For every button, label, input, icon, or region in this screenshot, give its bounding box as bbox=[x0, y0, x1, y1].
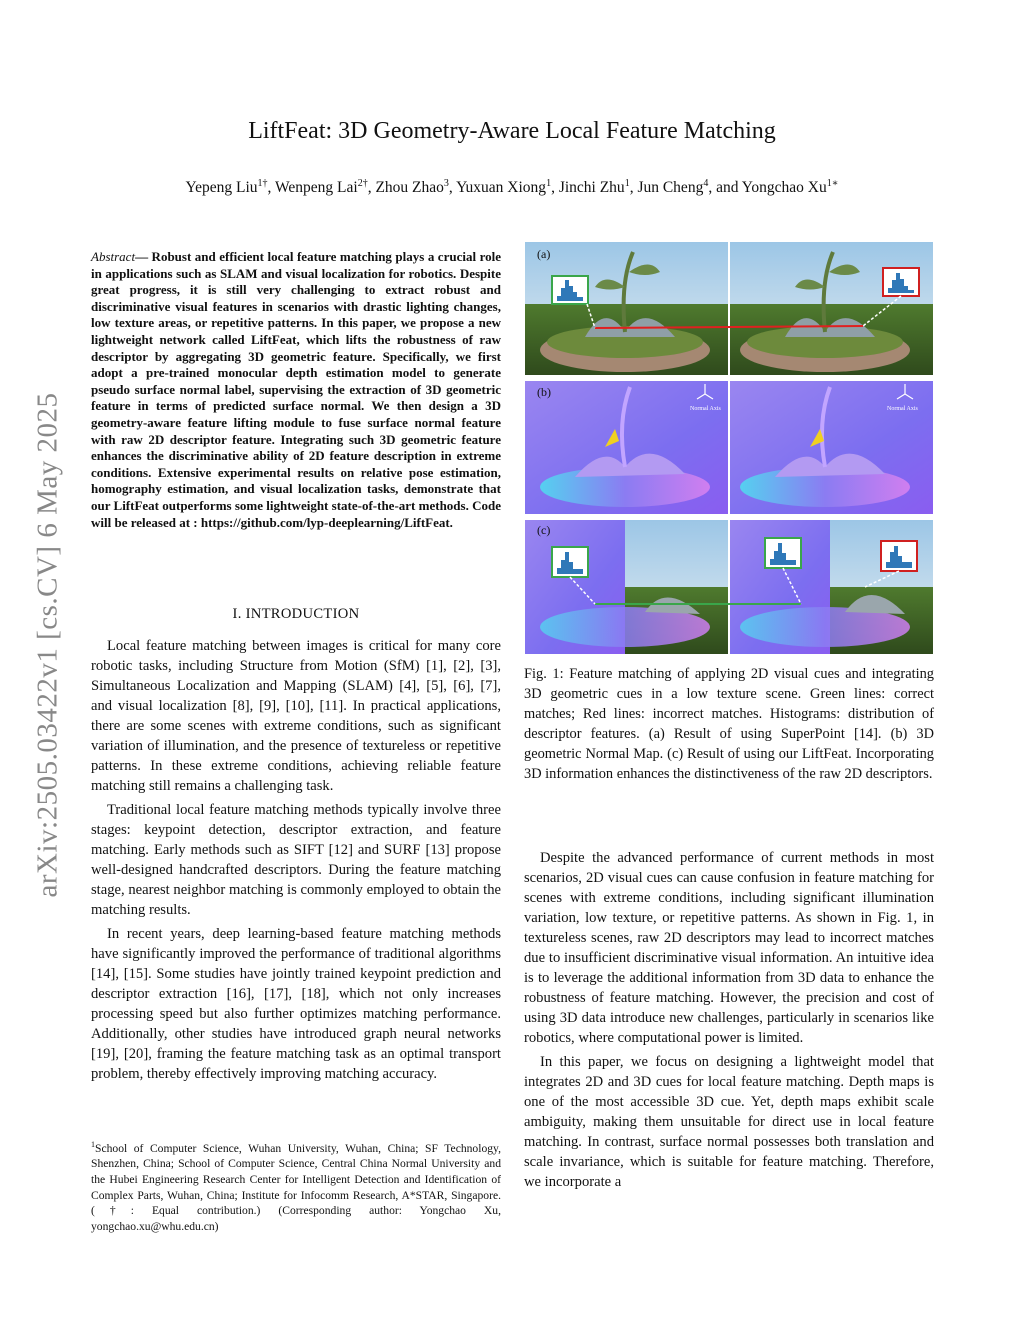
intro-right-column bbox=[524, 848, 934, 1196]
paragraph: Traditional local feature matching methods typically involve three stages: keypoint detection, descriptor extraction, and feature matching. Early methods such as SIFT [12] and SURF [13] propose well-designed handcrafted descriptors. During the feature matching stage, nearest neighbor matching is commonly employed to obtain the matching results. bbox=[91, 802, 501, 918]
paragraph: Despite the advanced performance of current methods in most scenarios, 2D visual cues can cause confusion in feature matching for scenes with extreme conditions, including significant illumination variation, low texture, or repetitive patterns. As shown in Fig. 1, in textureless scenes, raw 2D descriptors may lead to incorrect matches due to insufficient discriminative visual information. An intuitive idea is to leverage the additional information from 3D data to enhance the robustness of feature matching. However, the precision and cost of using 3D data introduce new challenges, particularly in scenarios like robotics, where computational power is limited. bbox=[524, 850, 934, 1046]
paragraph: In recent years, deep learning-based feature matching methods have significantly improved the performance of traditional algorithms [14], [15]. Some studies have jointly trained keypoint prediction and descriptor extraction [16], [17], [18], which not only increases processing speed but also further optimizes matching performance. Additionally, other studies have introduced graph neural networks [19], [20], framing the feature matching task as an optimal transport problem, thereby effectively improving matching accuracy. bbox=[91, 926, 501, 1082]
normal-axis-label: Normal Axis bbox=[887, 406, 918, 412]
paper-title: LiftFeat: 3D Geometry-Aware Local Feature Matching bbox=[248, 118, 776, 144]
author: Jinchi Zhu$^1$ bbox=[558, 178, 630, 197]
panel-a-right bbox=[730, 242, 933, 375]
histogram-red bbox=[883, 268, 919, 296]
intro-left-column bbox=[91, 636, 501, 1088]
figure-1 bbox=[525, 242, 933, 654]
panel-label: (c) bbox=[537, 523, 551, 537]
panel-label: (b) bbox=[537, 385, 551, 399]
histogram-red bbox=[881, 541, 917, 571]
panel-a-left bbox=[525, 242, 728, 375]
author: Zhou Zhao$^3$ bbox=[375, 178, 449, 197]
panel-label: (a) bbox=[537, 247, 551, 261]
abstract-text: — Robust and efficient local feature matching plays a crucial role in applications such as SLAM and visual localization for robotics. Despite great progress, it is still very challenging to extract robust and discriminative visual features in scenarios with drastic lighting changes, low texture areas, or repetitive patterns. In this paper, we propose a new lightweight network called LiftFeat, which lifts the robustness of raw descriptor by aggregating 3D geometric feature. Specifically, we first adopt a pre-trained monocular depth estimation model to generate pseudo surface normal label, supervising the extraction of 3D geometric feature in terms of predicted surface normal. We then design a 3D geometry-aware feature lifting module to fuse surface normal feature with raw 2D descriptor feature. Integrating such 3D geometric feature enhances the discriminative ability of 2D feature description in extreme conditions. Extensive experimental results on relative pose estimation, homography estimation, and visual localization tasks, demonstrate that our LiftFeat outperforms some lightweight state-of-the-art methods. Code will be released at : https://github.com/lyp-deeplearning/LiftFeat. bbox=[91, 249, 501, 530]
footnote: $^1$School of Computer Science, Wuhan University, Wuhan, China; SF Technology, Shenzhen, China; School of Computer Science, Central China Normal University and the Hubei Engineering Research Center for Intelligent Detection and Identification of Complex Parts, Wuhan, China; Institute for Infocomm Research, A*STAR, Singapore. (†: Equal contribution.) (Corresponding author: Yongchao Xu, yongchao.xu@whu.edu.cn) bbox=[91, 1140, 501, 1233]
author: Wenpeng Lai$^{2\dagger}$ bbox=[275, 178, 368, 197]
abstract bbox=[91, 249, 501, 531]
figure-graphic bbox=[525, 242, 933, 654]
author: Yuxuan Xiong$^1$ bbox=[456, 178, 552, 197]
panel-c-left bbox=[525, 520, 728, 654]
histogram-green bbox=[552, 547, 588, 577]
figure-caption: Fig. 1: Feature matching of applying 2D visual cues and integrating 3D geometric cues in a low texture scene. Green lines: correct matches; Red lines: incorrect matches. Histograms: distribution of descriptor features. (a) Result of using SuperPoint [14]. (b) 3D geometric Normal Map. (c) Result of using our LiftFeat. Incorporating 3D information enhances the distinctiveness of the raw 2D descriptors. bbox=[524, 666, 934, 782]
abstract-label: Abstract bbox=[91, 249, 136, 264]
arxiv-id-text: arXiv:2505.03422v1 [cs.CV] 6 May 2025 bbox=[31, 392, 64, 898]
author-list: Yepeng Liu$^{1\dagger}$, Wenpeng Lai$^{2\dagger}$, Zhou Zhao$^3$, Yuxuan Xiong$^1$, Jinchi Zhu$^1$, Jun Cheng$^4$, and Yongchao $Xu^{1∗}$ bbox=[185, 178, 839, 197]
histogram-green bbox=[765, 538, 801, 568]
paragraph: In this paper, we focus on designing a lightweight model that integrates 2D and 3D cues for local feature matching. Depth maps is one of the most accessible 3D cue. Yet, depth maps exhibit scale ambiguity, making them unsuitable for direct use in local feature matching. In contrast, surface normal possesses both translation and scale invariance, which is suitable for feature matching. Therefore, we incorporate a bbox=[524, 1054, 934, 1190]
panel-b-left bbox=[525, 381, 728, 514]
author: Yepeng Liu$^{1\dagger}$ bbox=[185, 178, 268, 197]
section-heading: I. INTRODUCTION bbox=[232, 606, 360, 622]
author: Yongchao $Xu^{1∗}$ bbox=[741, 178, 839, 197]
histogram-green bbox=[552, 276, 588, 304]
paragraph: Local feature matching between images is critical for many core robotic tasks, including Structure from Motion (SfM) [1], [2], [3], Simultaneous Localization and Mapping (SLAM) [4], [5], [6], [7], and visual localization [8], [9], [10], [11]. In practical applications, there are some scenes with extreme conditions, such as significant variation of illumination, and the presence of textureless or repetitive patterns. In these extreme conditions, achieving reliable feature matching still remains a challenging task. bbox=[91, 638, 501, 794]
arxiv-side-stamp bbox=[28, 350, 68, 940]
normal-axis-label: Normal Axis bbox=[690, 406, 721, 412]
panel-b-right bbox=[730, 381, 933, 514]
author: Jun Cheng$^4$ bbox=[637, 178, 709, 197]
